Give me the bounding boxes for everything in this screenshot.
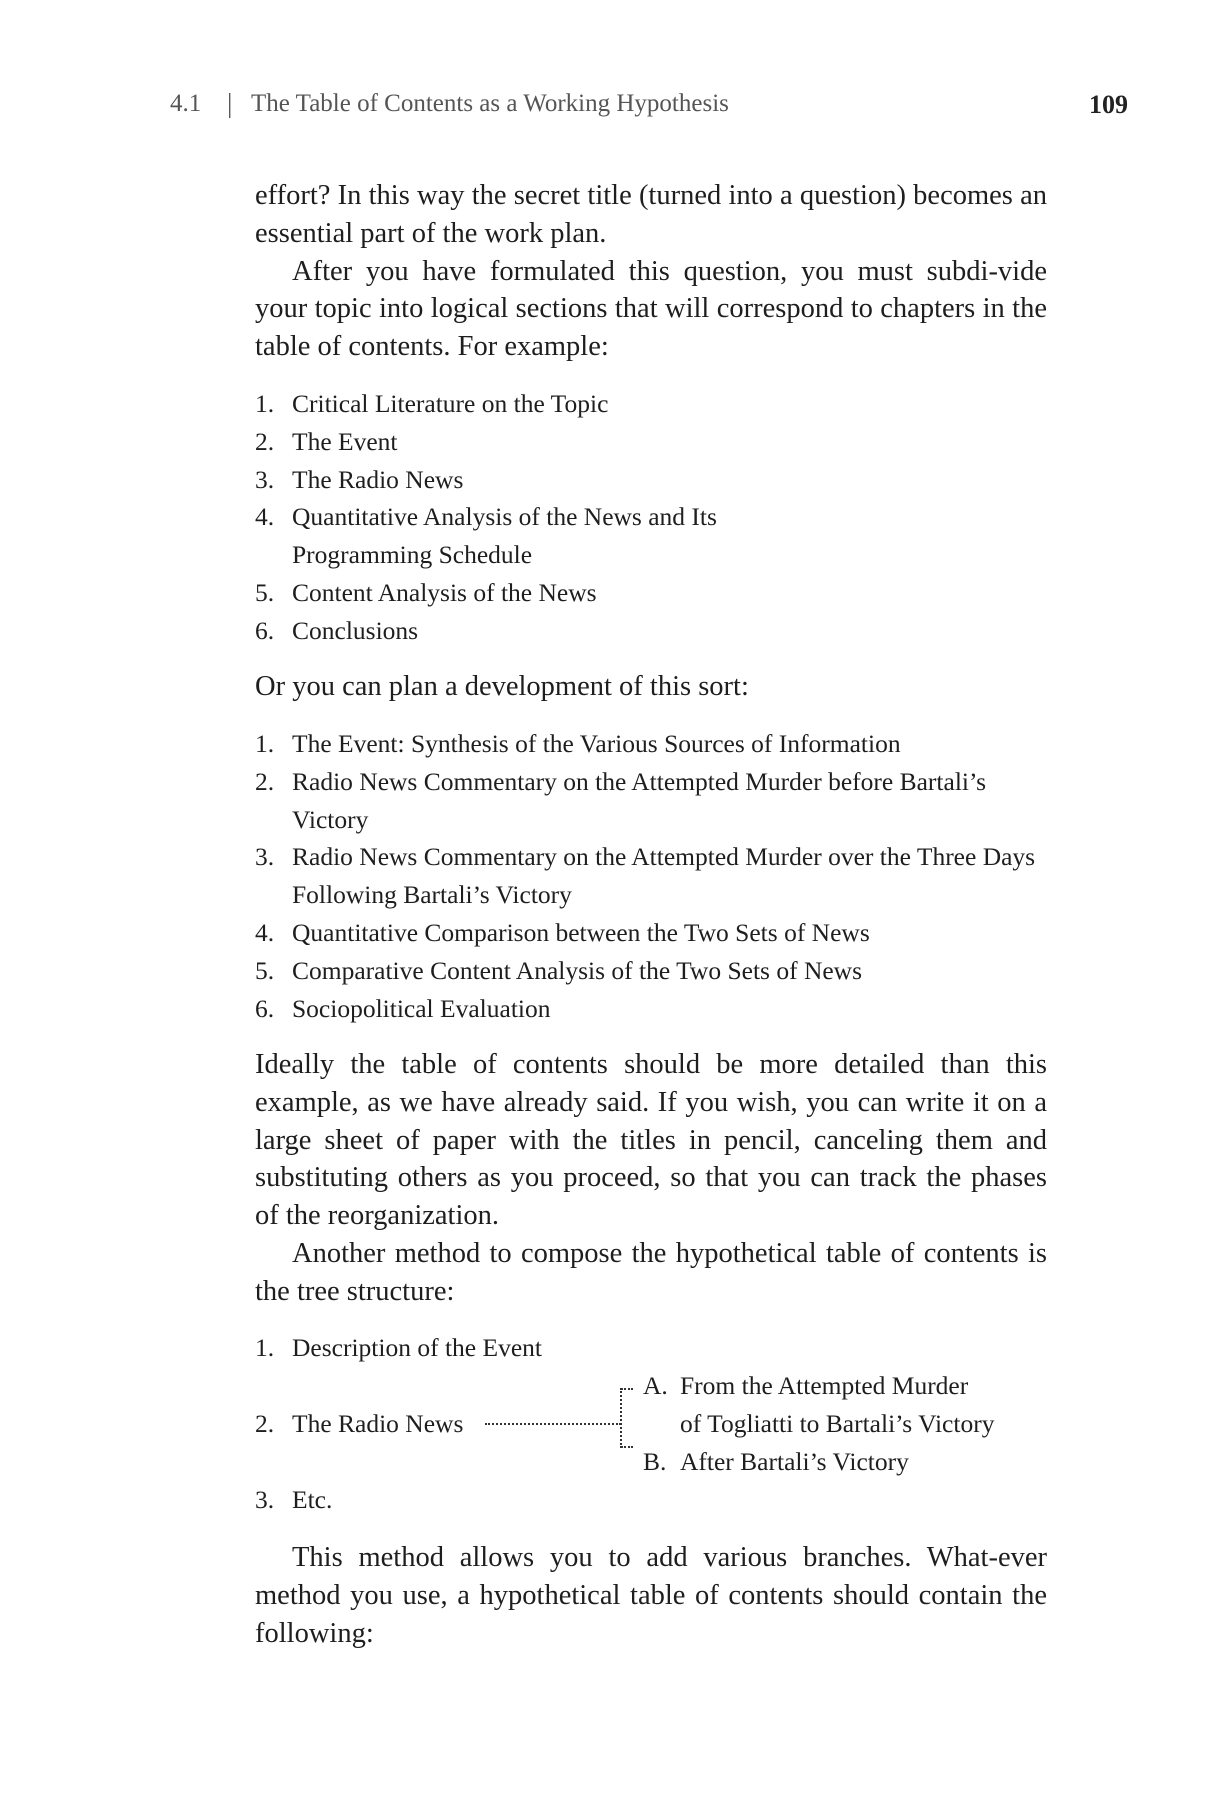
list-item bbox=[255, 574, 1047, 612]
running-header bbox=[170, 90, 1128, 124]
tree-item-3 bbox=[255, 1481, 332, 1519]
list-item bbox=[255, 914, 1047, 952]
chapter-title: The Table of Contents as a Working Hypothesis bbox=[251, 90, 729, 117]
list-text: Radio News Commentary on the Attempted Murder over the Three Days Following Bartali’s Victory bbox=[292, 842, 1036, 910]
list-text: The Radio News bbox=[292, 1409, 464, 1438]
list-text: The Event: Synthesis of the Various Sources of Information bbox=[292, 729, 901, 758]
tree-connector-vertical bbox=[620, 1388, 622, 1448]
list-text: Description of the Event bbox=[292, 1333, 542, 1362]
list-number: 3. bbox=[255, 464, 275, 494]
paragraph-text: After you have formulated this question, you must subdi-vide your topic into logical sections that will correspond to chapters in the table of contents. For example: bbox=[255, 255, 1047, 363]
list-item bbox=[255, 838, 1047, 914]
list-text: Comparative Content Analysis of the Two Sets of News bbox=[292, 955, 863, 985]
list-number: 2. bbox=[255, 426, 275, 456]
paragraph-1 bbox=[255, 177, 1047, 366]
list-number: 6. bbox=[255, 993, 275, 1023]
tree-branch-b bbox=[643, 1443, 909, 1481]
list-number: 3. bbox=[255, 842, 275, 872]
section-number: 4.1 bbox=[170, 90, 202, 117]
page-number: 109 bbox=[1089, 90, 1128, 119]
list-number: 6. bbox=[255, 615, 275, 645]
paragraph-text: Another method to compose the hypothetical table of contents is the tree structure: bbox=[255, 1237, 1047, 1307]
list-item bbox=[255, 423, 1047, 461]
list-item bbox=[255, 763, 1047, 839]
list-number: 1. bbox=[255, 729, 275, 758]
list-text: Critical Literature on the Topic bbox=[292, 389, 609, 418]
list-text: Quantitative Analysis of the News and Its Programming Schedule bbox=[292, 502, 717, 570]
paragraph-text: Or you can plan a development of this sort: bbox=[255, 671, 749, 702]
list-number: 5. bbox=[255, 955, 275, 985]
tree-branch-a bbox=[643, 1367, 968, 1405]
list-number: B. bbox=[643, 1447, 667, 1476]
tree-connector-horizontal bbox=[485, 1423, 621, 1425]
paragraph-text: Ideally the table of contents should be more detailed than this example, as we have already said. If you wish, you can write it on a large sheet of paper with the titles in pencil, canceling them and substituting others as you proceed, so that you can track the phases of the reorganization. bbox=[255, 1049, 1047, 1232]
list-item bbox=[255, 952, 1047, 990]
list-item bbox=[255, 461, 1047, 499]
list-text: of Togliatti to Bartali’s Victory bbox=[680, 1409, 995, 1438]
list-number: 5. bbox=[255, 577, 275, 607]
list-item bbox=[255, 612, 1047, 650]
list-text: Etc. bbox=[292, 1485, 333, 1514]
paragraph-4 bbox=[255, 1539, 1047, 1652]
tree-connector-stub-b bbox=[621, 1446, 633, 1448]
list-number: 4. bbox=[255, 917, 275, 947]
list-text: From the Attempted Murder bbox=[680, 1371, 969, 1400]
list-text: Content Analysis of the News bbox=[292, 577, 597, 607]
header-separator: | bbox=[227, 88, 233, 118]
list-number: 2. bbox=[255, 766, 275, 796]
list-number: 1. bbox=[255, 1333, 275, 1362]
list-text: The Event bbox=[292, 426, 398, 456]
list-text: Quantitative Comparison between the Two Sets of News bbox=[292, 917, 870, 947]
list-item bbox=[255, 990, 1047, 1028]
list-number: A. bbox=[643, 1371, 668, 1400]
list-text: Radio News Commentary on the Attempted Murder before Bartali’s Victory bbox=[292, 766, 987, 834]
list-item bbox=[255, 498, 1047, 574]
list-item bbox=[255, 725, 1047, 763]
list-text: After Bartali’s Victory bbox=[680, 1447, 909, 1476]
tree-item-2 bbox=[255, 1405, 463, 1443]
paragraph-text: effort? In this way the secret title (turned into a question) becomes an essential part of the work plan. bbox=[255, 180, 1047, 249]
paragraph-3 bbox=[255, 1046, 1047, 1311]
list-number: 2. bbox=[255, 1409, 275, 1438]
list-number: 4. bbox=[255, 502, 275, 532]
chapter-list-1 bbox=[255, 385, 1047, 650]
paragraph-2 bbox=[255, 668, 1047, 706]
list-text: Sociopolitical Evaluation bbox=[292, 993, 551, 1023]
list-text: Conclusions bbox=[292, 615, 419, 645]
tree-structure-diagram bbox=[255, 1329, 1055, 1529]
tree-connector-stub-a bbox=[621, 1388, 633, 1390]
chapter-list-2 bbox=[255, 725, 1047, 1027]
list-number: 3. bbox=[255, 1485, 275, 1514]
list-number: 1. bbox=[255, 389, 275, 418]
list-item bbox=[255, 385, 1047, 423]
tree-item-1 bbox=[255, 1329, 542, 1367]
paragraph-text: This method allows you to add various branches. What-ever method you use, a hypothetical table of contents should contain the following: bbox=[255, 1542, 1047, 1649]
tree-branch-a-line-2 bbox=[680, 1405, 994, 1443]
list-text: The Radio News bbox=[292, 464, 464, 494]
